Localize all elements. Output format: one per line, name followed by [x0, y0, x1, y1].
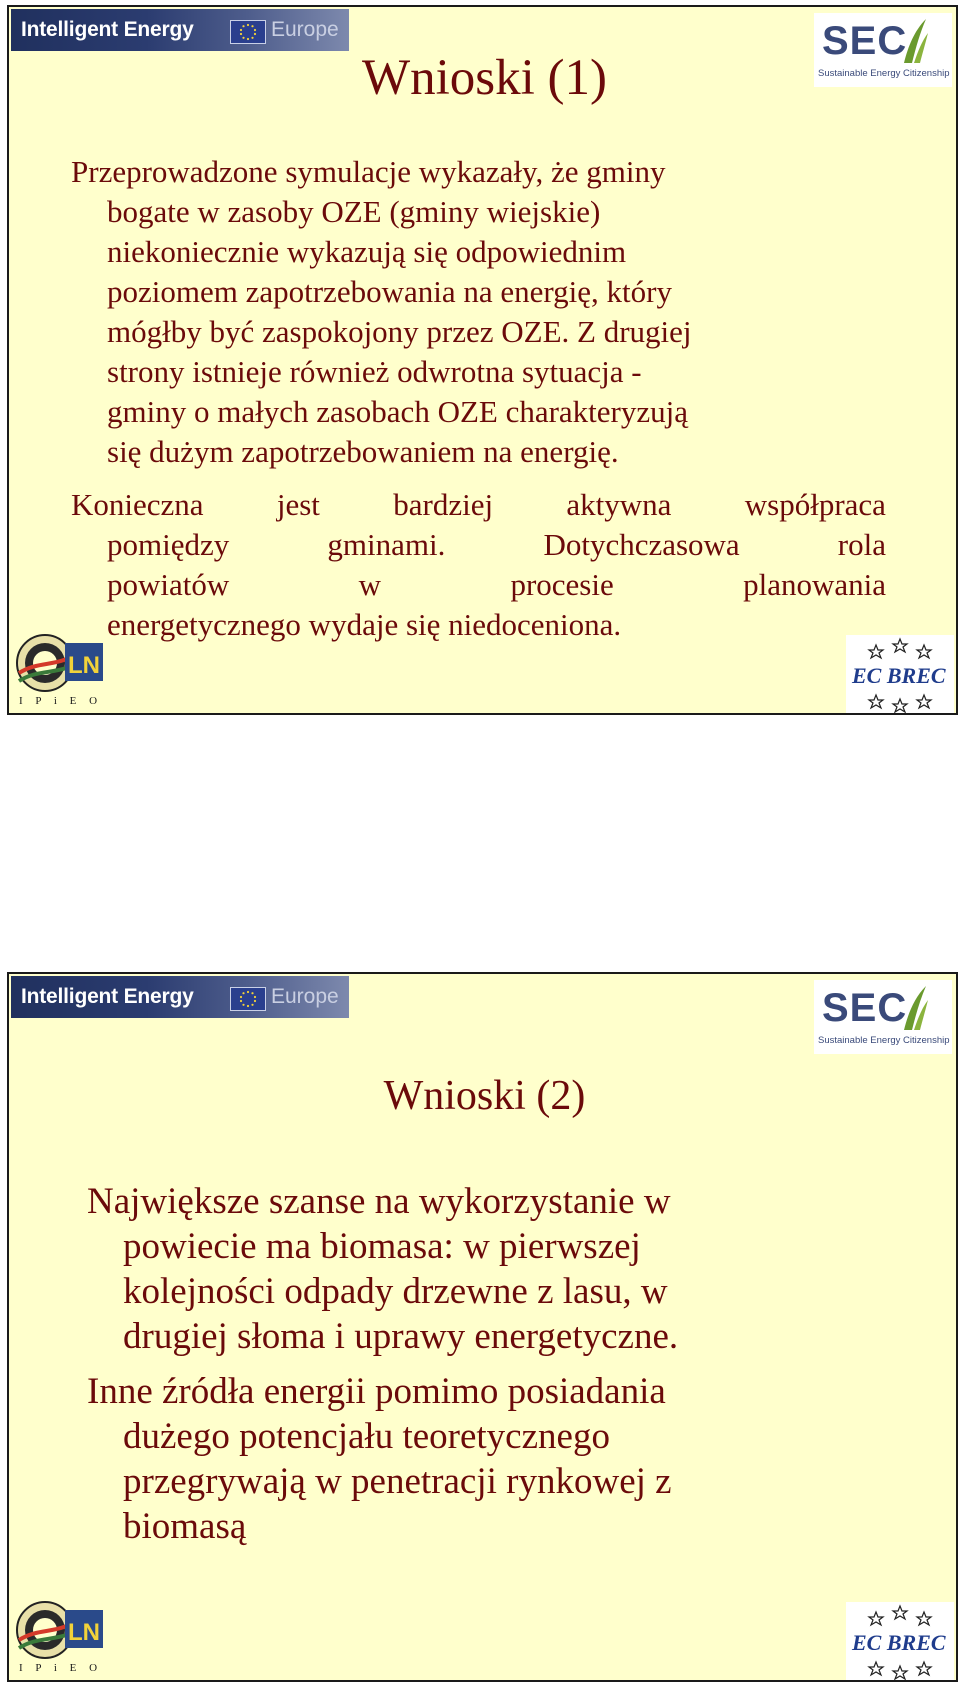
word: planowania: [743, 567, 886, 602]
sec-subtitle: Sustainable Energy Citizenship: [818, 68, 950, 79]
word: w: [358, 567, 382, 602]
word: procesie: [510, 567, 614, 602]
ec-brec-logo: [846, 635, 954, 715]
iee-region-text: Europe: [271, 18, 339, 41]
paragraph: [71, 485, 886, 645]
slide-2: [7, 972, 958, 1682]
text-line: Inne źródła energii pomimo posiadania: [87, 1371, 666, 1412]
text-line: dużego potencjału teoretycznego: [123, 1416, 610, 1457]
word: Dotychczasowa: [543, 527, 740, 562]
text-line: [71, 485, 886, 525]
text-line: powiecie ma biomasa: w pierwszej: [123, 1226, 641, 1267]
svg-text:LN: LN: [68, 652, 100, 679]
cln-ipieo-logo: [11, 1596, 109, 1678]
paragraph: [87, 1179, 902, 1359]
word: gminami.: [327, 527, 446, 562]
cln-emblem-icon: [11, 1596, 109, 1662]
text-line: drugiej słoma i uprawy energetyczne.: [123, 1316, 679, 1357]
iee-brand-text: Intelligent Energy: [21, 18, 194, 41]
word: Konieczna: [71, 487, 204, 522]
sec-logo-text: SEC: [822, 19, 908, 63]
text-line: mógłby być zaspokojony przez OZE. Z drugiej: [107, 314, 692, 349]
sec-logo-text: SEC: [822, 986, 908, 1030]
iee-brand-text: Intelligent Energy: [21, 985, 194, 1008]
paragraph: [87, 1369, 902, 1549]
word: bardziej: [393, 487, 494, 522]
text-line: [71, 525, 886, 565]
word: jest: [276, 487, 320, 522]
eu-flag-icon: [230, 20, 266, 44]
eu-flag-icon: [230, 987, 266, 1011]
text-line: bogate w zasoby OZE (gminy wiejskie): [107, 194, 601, 229]
word: pomiędzy: [107, 527, 230, 562]
ec-brec-logo: [846, 1602, 954, 1682]
text-line: poziomem zapotrzebowania na energię, który: [107, 274, 672, 309]
text-line: się dużym zapotrzebowaniem na energię.: [107, 434, 619, 469]
cln-emblem-icon: [11, 629, 109, 695]
paragraph: [71, 152, 886, 472]
sec-subtitle: Sustainable Energy Citizenship: [818, 1035, 950, 1046]
text-line: gminy o małych zasobach OZE charakteryzują: [107, 394, 689, 429]
text-line: strony istnieje również odwrotna sytuacja -: [107, 354, 642, 389]
word: aktywna: [566, 487, 672, 522]
iee-region-text: Europe: [271, 985, 339, 1008]
text-line: Największe szanse na wykorzystanie w: [87, 1181, 671, 1222]
slide-1: [7, 5, 958, 715]
text-line: kolejności odpady drzewne z lasu, w: [123, 1271, 668, 1312]
slide-title: Wnioski (2): [383, 1073, 586, 1119]
sec-logo: [814, 980, 952, 1054]
word: współpraca: [744, 487, 886, 522]
word: energetycznego wydaje się niedoceniona.: [107, 607, 622, 642]
cln-subtitle: I P i E O: [19, 1662, 103, 1674]
intelligent-energy-europe-logo: [11, 976, 349, 1018]
leaf-icon: [900, 984, 930, 1032]
ec-brec-text: EC BREC: [852, 1630, 946, 1655]
ec-brec-text: EC BREC: [852, 663, 946, 688]
text-line: [71, 605, 886, 645]
text-line: Przeprowadzone symulacje wykazały, że gminy: [71, 154, 666, 189]
text-line: niekoniecznie wykazują się odpowiednim: [107, 234, 627, 269]
cln-ipieo-logo: [11, 629, 109, 711]
word: powiatów: [107, 567, 230, 602]
intelligent-energy-europe-logo: [11, 9, 349, 51]
slide-title: Wnioski (1): [361, 50, 608, 106]
svg-text:LN: LN: [68, 1619, 100, 1646]
word: rola: [837, 527, 886, 562]
text-line: przegrywają w penetracji rynkowej z: [123, 1461, 672, 1502]
text-line: [71, 565, 886, 605]
text-line: biomasą: [123, 1506, 247, 1547]
cln-subtitle: I P i E O: [19, 695, 103, 707]
